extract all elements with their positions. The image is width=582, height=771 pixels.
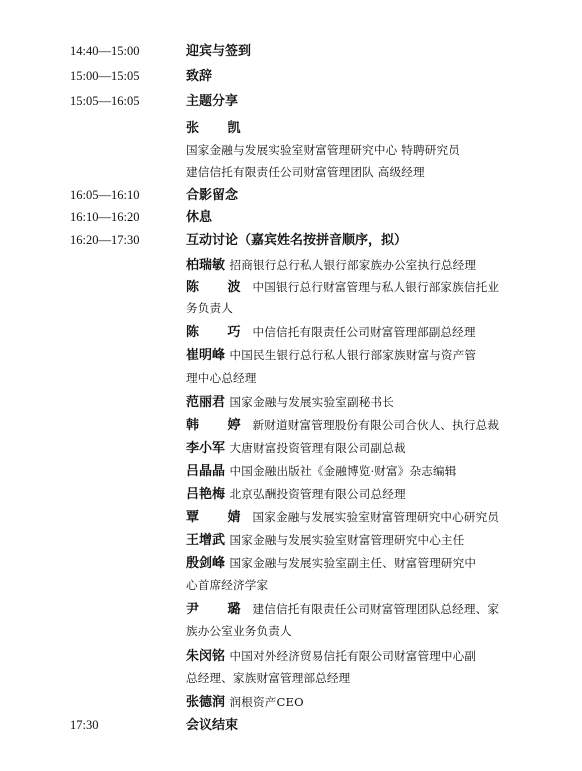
schedule-title: 合影留念 bbox=[186, 188, 239, 203]
guest-title-cont: 心首席经济学家 bbox=[186, 578, 269, 592]
guest-name: 朱闵铭 bbox=[186, 649, 226, 664]
schedule-title: 休息 bbox=[186, 210, 213, 225]
guest-title-cont: 总经理、家族财富管理部总经理 bbox=[186, 671, 351, 685]
guest-entry bbox=[186, 465, 457, 478]
speaker-name: 张 凯 bbox=[186, 121, 253, 136]
guest-entry bbox=[186, 488, 406, 501]
guest-title-cont: 族办公室业务负责人 bbox=[186, 624, 292, 638]
guest-entry bbox=[186, 419, 499, 432]
schedule-title: 互动讨论（嘉宾姓名按拼音顺序，拟） bbox=[186, 233, 408, 248]
guest-title: 润根资产CEO bbox=[229, 695, 304, 709]
schedule-time: 16:05—16:10 bbox=[70, 188, 140, 202]
guest-entry bbox=[186, 259, 476, 272]
schedule-title: 致辞 bbox=[186, 69, 213, 84]
schedule-time: 16:20—17:30 bbox=[70, 233, 140, 247]
guest-entry bbox=[186, 534, 464, 547]
guest-title: 招商银行总行私人银行部家族办公室执行总经理 bbox=[229, 258, 477, 272]
guest-title: 国家金融与发展实验室财富管理研究中心研究员 bbox=[252, 510, 500, 524]
guest-name: 王增武 bbox=[186, 533, 226, 548]
guest-entry bbox=[186, 442, 406, 455]
guest-name: 韩 婷 bbox=[186, 418, 253, 433]
guest-entry bbox=[186, 557, 476, 570]
guest-title: 国家金融与发展实验室副主任、财富管理研究中 bbox=[229, 556, 477, 570]
schedule-time: 15:00—15:05 bbox=[70, 69, 140, 83]
guest-title: 北京弘酬投资管理有限公司总经理 bbox=[229, 487, 406, 501]
guest-name: 吕艳梅 bbox=[186, 487, 226, 502]
guest-title: 大唐财富投资管理有限公司副总裁 bbox=[229, 441, 406, 455]
guest-name: 陈 巧 bbox=[186, 325, 253, 340]
guest-title: 国家金融与发展实验室副秘书长 bbox=[229, 395, 394, 409]
guest-entry bbox=[186, 326, 476, 339]
guest-entry bbox=[186, 281, 499, 294]
guest-name: 殷剑峰 bbox=[186, 556, 226, 571]
guest-entry bbox=[186, 650, 476, 663]
speaker-title-line: 国家金融与发展实验室财富管理研究中心 特聘研究员 bbox=[186, 143, 460, 157]
guest-name: 范丽君 bbox=[186, 395, 226, 410]
guest-name: 柏瑞敏 bbox=[186, 258, 226, 273]
guest-name: 吕晶晶 bbox=[186, 464, 226, 479]
guest-entry bbox=[186, 511, 499, 524]
guest-name: 张德润 bbox=[186, 695, 226, 710]
guest-title: 新财道财富管理股份有限公司合伙人、执行总裁 bbox=[252, 418, 500, 432]
guest-title: 中国民生银行总行私人银行部家族财富与资产管 bbox=[229, 348, 477, 362]
schedule-title: 迎宾与签到 bbox=[186, 44, 252, 59]
schedule-time: 17:30 bbox=[70, 718, 99, 732]
guest-entry bbox=[186, 603, 499, 616]
guest-name: 崔明峰 bbox=[186, 348, 226, 363]
guest-title: 中国对外经济贸易信托有限公司财富管理中心副 bbox=[229, 649, 477, 663]
guest-name: 尹 璐 bbox=[186, 602, 253, 617]
guest-name: 覃 婧 bbox=[186, 510, 253, 525]
guest-name: 陈 波 bbox=[186, 280, 253, 295]
schedule-time: 16:10—16:20 bbox=[70, 210, 140, 224]
guest-title: 国家金融与发展实验室财富管理研究中心主任 bbox=[229, 533, 465, 547]
guest-entry bbox=[186, 396, 394, 409]
schedule-time: 15:05—16:05 bbox=[70, 94, 140, 108]
guest-entry bbox=[186, 696, 304, 709]
guest-title: 中国金融出版社《金融博览·财富》杂志编辑 bbox=[229, 464, 457, 478]
guest-entry bbox=[186, 349, 476, 362]
guest-title: 建信信托有限责任公司财富管理团队总经理、家 bbox=[252, 602, 500, 616]
guest-name: 李小军 bbox=[186, 441, 226, 456]
guest-title: 中国银行总行财富管理与私人银行部家族信托业 bbox=[252, 280, 500, 294]
speaker-title-line: 建信信托有限责任公司财富管理团队 高级经理 bbox=[186, 165, 425, 179]
schedule-time: 14:40—15:00 bbox=[70, 44, 140, 58]
schedule-title: 会议结束 bbox=[186, 718, 239, 733]
guest-title-cont: 理中心总经理 bbox=[186, 371, 257, 385]
guest-title: 中信信托有限责任公司财富管理部副总经理 bbox=[252, 325, 476, 339]
schedule-title: 主题分享 bbox=[186, 94, 239, 109]
guest-title-cont: 务负责人 bbox=[186, 301, 233, 315]
